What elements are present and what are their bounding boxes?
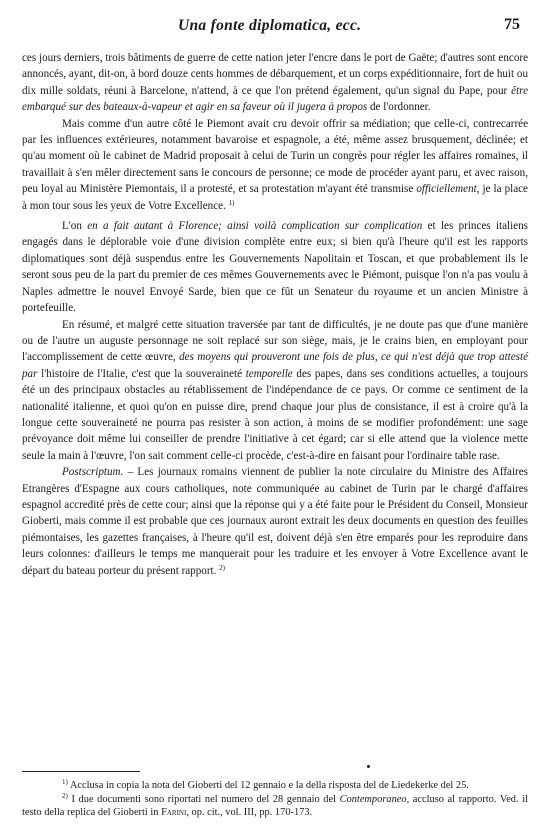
paragraph-4-italic-2: temporelle [245,367,293,380]
footnote-2 [22,793,528,820]
paragraph-3 [22,218,528,316]
footnote-2-text-a: I due documenti sono riportati nel numero del 28 gennaio del [71,793,336,805]
paragraph-4-mid: l'histoire de l'Italie, c'est que la souveraineté [41,367,242,380]
paragraph-1-text: ces jours derniers, trois bâtiments de guerre de cette nation jeter l'encre dans le port de Gaëte; d'autres sont encore annoncés, ayant, dit-on, à bord douze cents hommes de débarquement, et un corps expéditionnaire, fort de huit ou dix mille soldats, réuni à Barcelone, n'attend, à ce que l'on prétend également, qu'un signal du Pape, pour [22,52,528,97]
footnote-2-text-b: , accluso al rapporto. Ved. il testo della replica del Gioberti in [22,793,528,819]
footnote-rule [22,771,140,772]
paragraph-4 [22,317,528,465]
paragraph-5-text: – Les journaux romains viennent de publier la note circulaire du Ministre des Affaires Etrangères d'Espagne aux cours catholiques, note communiquée au cabinet de Turin par le chargé d'affaires espagnol accredité près de cette cour; ainsi que la réponse qui y a été faite pour le Président du Conseil, Monsieur Gioberti, mais comme il est probable que ces journaux auront extrait les deux documents en question des feuilles piémontaises, les gazettes françaises, à l'heure qu'il est, doivent déjà s'en être emparés pour les reproduire dans leurs colonnes: d'ailleurs le temps me manquerait pour les traduire et les envoyer à Votre Excellence avant le départ du bateau porteur du présent rapport. [22,466,528,577]
page-number: 75 [504,16,520,33]
running-title: Una fonte diplomatica, ecc. [178,17,362,34]
paragraph-2-italic: officiellement [416,183,477,196]
postscriptum-label: Postscriptum. [62,466,124,479]
paragraph-3-italic: en a fait autant à Florence; ainsi voilà complication sur complication [87,220,423,233]
paragraph-2 [22,116,528,214]
paragraph-5 [22,464,528,579]
ink-dot [367,765,370,768]
paragraph-4-italic: des moyens qui prouveront une fois de plus, ce qui n'est déjà que trop attesté par [22,351,528,380]
paragraph-4-text: En résumé, et malgré cette situation traversée par tant de difficultés, je ne doute pas que d'une manière ou de l'autre un auguste personnage ne soit replacé sur son siège, mais, je le crains bien, en employant pour l'accomplissement de cette œuvre, [22,318,528,364]
footnote-2-italic: Contemporaneo [339,793,407,805]
paragraph-1 [22,50,528,116]
paragraph-2-text: Mais comme d'un autre côté le Piemont avait cru devoir offrir sa médiation; que celle-ci, contrecarrée par les influences extérieures, notamment bavaroise et espagnole, a été, même assez brusquement, déclinée; et qu'au moment où le cabinet de Madrid proposait à celui de Turin un congrès pour régler les affaires romaines, il travaillait à s'en mêler directement sans le concours de personne; ce mode de procéder ayant paru, et avec raison, peu loyal au Ministère Piemontais, il a protesté, et sa protestation m'ayant été transmise [22,117,528,196]
paragraph-3-text: et les princes italiens engagés dans le déplorable voie d'une division complète entre eux; si bien qu'à l'heure qu'il est les rapports diplomatiques sont déjà suspendus entre les Gouvernements Napolitain et Toscan, et que probablement ils le seront sous peu de la part du premier de ces mêmes Gouvernements avec le Piémont, puisque l'on n'a pas voulu à Naples admettre le nouvel Envoyé Sarde, bien que ce fût un Senateur du royaume et un ancien Ministre à portefeuille. [22,220,528,315]
footnote-1-mark: 1) [62,778,68,786]
paragraph-2-end: , je la place à mon tour sous les yeux de Votre Excellence. [22,183,528,212]
footnote-ref-1: 1) [228,198,235,207]
body-text [22,50,528,579]
footnote-2-mark: 2) [62,791,68,800]
footnote-2-author: Farini [161,807,187,819]
footnotes [22,779,528,820]
paragraph-3-start: L'on [62,220,82,233]
paragraph-4-end: des papes, dans ses conditions actuelles, a toujours été un des principaux obstacles au rétablissement de l'indépendance de ce pays. Or comme ce sentiment de la nationalité italienne, et quoi qu'on en puisse dire, prend chaque jour plus de consistance, il est à croire qu'à la longue cette souveraineté ne pourra pas resister à son action, à moins de se modifier profondément: une sage prévoyance doit même lui conseiller de prendre l'initiative à cet égard; car si elle attend que la violence mette seule la main à l'œuvre, l'on sait comment celle-ci procède, c'est-à-dire en faisant pour l'ordinaire table rase. [22,367,528,462]
paragraph-1-italic: être embarqué sur des bateaux-à-vapeur et agir en sa faveur où il jugera à propos [22,84,528,114]
footnote-ref-2: 2) [219,563,225,572]
footnote-1 [22,779,528,793]
footnote-2-text-c: , op. cit., vol. III, pp. 170-173. [186,807,313,819]
paragraph-1-end: de l'ordonner. [369,101,431,114]
footnote-1-text: Acclusa in copia la nota del Gioberti del 12 gennaio e la della risposta del de Liedekerke del 25. [69,780,469,791]
